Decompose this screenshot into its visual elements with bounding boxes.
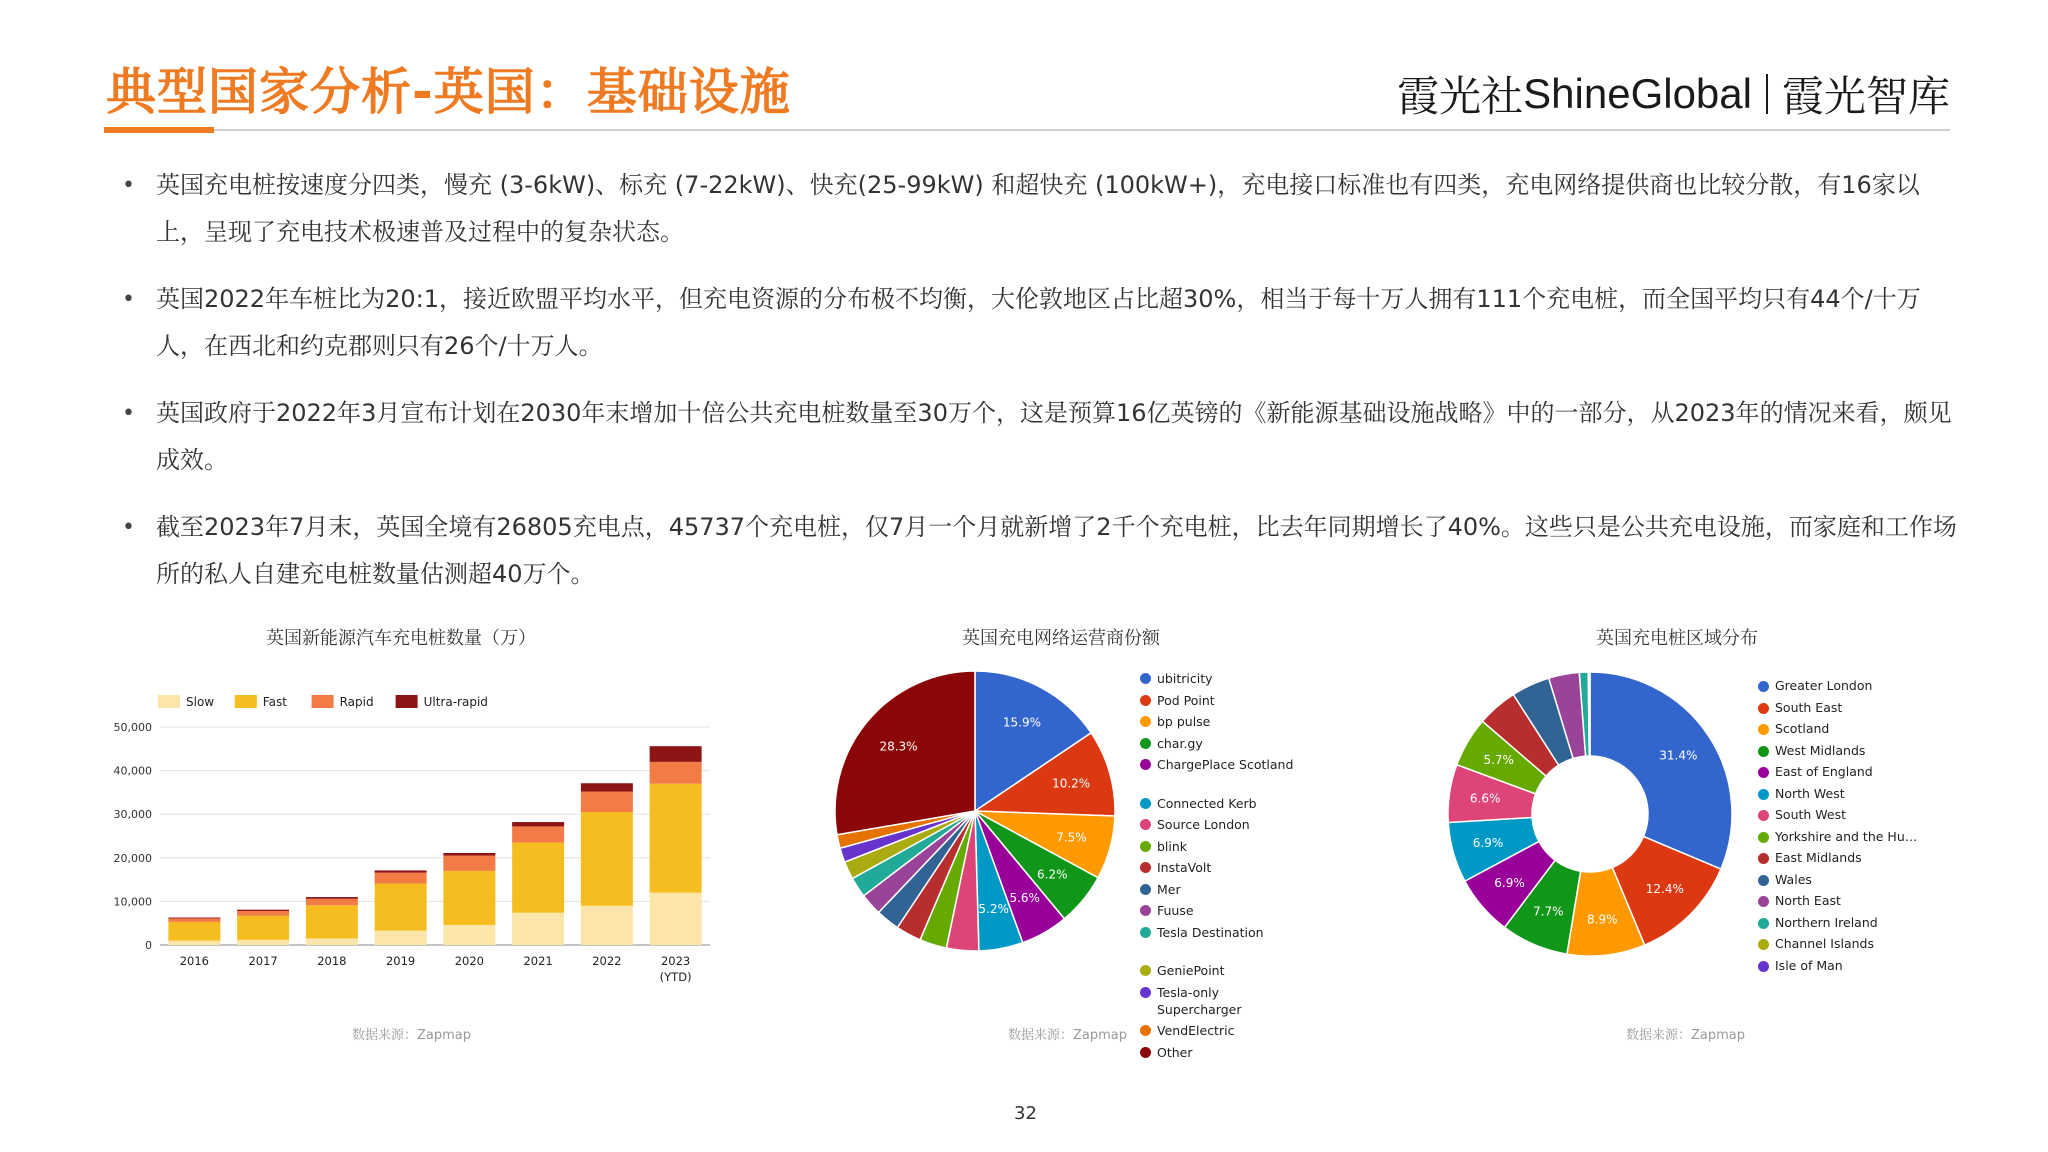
legend-item [1140,670,1297,687]
legend-item [1140,692,1297,709]
legend-dot-icon [1758,961,1769,972]
bullet-dot-icon: • [122,287,135,312]
legend-item [1758,721,1829,736]
bar-segment [443,871,495,925]
bar-segment [443,856,495,871]
bar-segment [168,941,220,945]
bar-segment [375,931,427,945]
bar-segment [237,910,289,911]
bullet-item [118,390,1958,484]
legend-item [1758,786,1845,801]
bullet-text: 英国政府于2022年3月宣布计划在2030年末增加十倍公共充电桩数量至30万个，这是预算16亿英镑的《新能源基础设施战略》中的一部分，从2023年的情况来看，颇见成效。 [156,399,1952,474]
legend-dot-icon [1140,716,1151,727]
brand-logo [1397,64,1950,124]
bar-segment [375,873,427,884]
legend-dot-icon [1140,927,1151,938]
legend-label: Scotland [1775,721,1830,736]
bar-segment [375,870,427,872]
bar-segment [306,897,358,899]
legend-item [1140,902,1297,919]
x-tick-label: 2018 [317,954,347,968]
legend-item [1140,924,1297,941]
legend-item [1758,915,1878,930]
legend-dot-icon [1140,1047,1151,1058]
pie-chart-source: 数据来源：Zapmap [1008,1028,1128,1043]
legend-dot-icon [1140,884,1151,895]
legend-label: Tesla-only Supercharger [1157,984,1242,1017]
legend-dot-icon [1140,798,1151,809]
legend-swatch [396,695,418,708]
bullet-list [118,162,1958,618]
legend-label: Greater London [1775,678,1873,693]
legend-label: East Midlands [1775,850,1862,865]
brand-en: ShineGlobal [1523,70,1752,117]
legend-dot-icon [1758,681,1769,692]
legend-label: bp pulse [1157,714,1211,729]
legend-label: Other [1157,1044,1193,1060]
legend-item [1140,795,1297,812]
legend-dot-icon [1758,746,1769,757]
legend-item [1140,816,1297,833]
brand-separator [1766,74,1768,114]
bar-segment [168,918,220,919]
legend-dot-icon [1758,703,1769,714]
brand-cn: 霞光社 [1397,72,1524,121]
legend-dot-icon [1758,810,1769,821]
bar-segment [306,899,358,906]
slice-label: 6.9% [1472,835,1504,850]
bar-segment [168,918,220,921]
legend-dot-icon [1758,875,1769,886]
bar-chart [100,680,720,1010]
legend-dot-icon [1140,841,1151,852]
bullet-dot-icon: • [122,173,135,198]
legend-dot-icon [1140,695,1151,706]
legend-dot-icon [1140,759,1151,770]
y-tick-label: 40,000 [113,764,152,778]
bar-chart-source: 数据来源：Zapmap [352,1028,472,1043]
legend-label: Rapid [339,695,374,709]
bar-segment [237,940,289,945]
slice-label: 7.5% [1056,830,1087,845]
legend-label: Ultra-rapid [423,695,488,709]
bar-segment [512,822,564,826]
legend-label: char.gy [1157,735,1203,751]
x-tick-sublabel: (YTD) [659,970,692,984]
legend-label: Tesla Destination [1157,924,1264,940]
legend-label: InstaVolt [1157,860,1212,875]
x-tick-label: 2020 [454,954,485,968]
legend-dot-icon [1140,1025,1151,1036]
legend-item [1140,859,1297,876]
page-title: 典型国家分析-英国：基础设施 [106,63,791,121]
legend-item [1758,936,1874,951]
legend-item [1140,881,1297,898]
x-tick-label: 2016 [179,954,210,968]
bullet-item [118,162,1958,256]
legend-dot-icon [1758,789,1769,800]
legend-item [1758,829,1917,844]
legend-label: Yorkshire and the Hu… [1775,828,1918,844]
legend-item [1758,764,1873,779]
slice-label: 6.9% [1494,875,1525,890]
legend-label: Source London [1157,817,1250,832]
y-tick-label: 30,000 [113,808,152,822]
bar-segment [512,843,564,913]
legend-item [1140,735,1297,752]
legend-dot-icon [1140,819,1151,830]
slice-label: 6.6% [1469,791,1501,806]
legend-swatch [312,695,334,708]
bar-segment [443,925,495,945]
bar-segment [581,792,633,812]
legend-dot-icon [1758,939,1769,950]
legend-item [1140,838,1297,855]
bar-segment [581,783,633,791]
legend-label: Fast [262,695,287,709]
legend-item [1140,756,1297,773]
bar-segment [650,893,702,945]
operator-pie-chart [825,664,1125,964]
donut-chart-title: 英国充电桩区域分布 [1596,628,1758,649]
legend-label: East of England [1775,764,1873,779]
bullet-dot-icon: • [122,401,135,426]
legend-swatch [158,695,180,708]
legend-item [1758,743,1865,758]
header-divider [104,129,1950,131]
legend-dot-icon [1140,905,1151,916]
bar-segment [237,911,289,916]
bar-segment [650,746,702,762]
legend-label: North East [1775,893,1841,908]
legend-item [1140,713,1297,730]
legend-dot-icon [1140,965,1151,976]
legend-swatch [235,695,257,708]
pie-slice [1589,672,1590,756]
legend-label: Connected Kerb [1157,795,1257,811]
legend-item [1758,958,1843,973]
legend-label: Slow [186,695,215,709]
slice-label: 28.3% [879,739,918,754]
legend-label: South West [1775,807,1847,822]
slice-label: 12.4% [1645,882,1684,897]
legend-label: Fuuse [1157,903,1194,918]
legend-item [1140,984,1297,1018]
bar-segment [306,938,358,945]
legend-item [1758,807,1846,822]
legend-item [1758,893,1841,908]
bar-segment [375,884,427,931]
bar-segment [168,922,220,941]
legend-item [1140,1044,1297,1061]
legend-dot-icon [1758,724,1769,735]
slice-label: 6.2% [1037,867,1068,882]
bar-chart-title: 英国新能源汽车充电桩数量（万） [266,628,536,649]
legend-label: GeniePoint [1157,963,1225,978]
donut-chart-source: 数据来源：Zapmap [1626,1028,1746,1043]
region-donut-chart [1440,664,1740,964]
legend-label: North West [1775,785,1845,801]
bar-segment [581,812,633,906]
legend-dot-icon [1758,767,1769,778]
slice-label: 5.7% [1483,753,1514,768]
legend-label: Isle of Man [1775,957,1843,973]
legend-dot-icon [1758,918,1769,929]
legend-dot-icon [1140,738,1151,749]
legend-item [1758,700,1842,715]
y-tick-label: 20,000 [113,851,152,865]
bar-segment [650,784,702,893]
bar-segment [650,762,702,784]
slice-label: 31.4% [1659,748,1698,763]
bar-segment [512,826,564,842]
bar-segment [512,913,564,945]
brand-cn2: 霞光智库 [1781,72,1950,121]
bullet-item [118,276,1958,370]
y-tick-label: 10,000 [113,895,152,909]
slice-label: 8.9% [1587,912,1618,927]
x-tick-label: 2023 [660,954,691,968]
bar-segment [237,916,289,940]
slice-label: 7.7% [1533,904,1564,919]
bar-segment [306,905,358,938]
bullet-text: 英国2022年车桩比为20:1，接近欧盟平均水平，但充电资源的分布极不均衡，大伦敦地区占比超30%，相当于每十万人拥有111个充电桩，而全国平均只有44个/十万人，在西北和约克郡则只有26个/十万人。 [156,285,1921,360]
legend-label: Pod Point [1157,692,1215,708]
bar-segment [443,853,495,856]
legend-label: Northern Ireland [1775,914,1878,930]
slice-label: 10.2% [1052,776,1091,791]
bullet-text: 英国充电桩按速度分四类，慢充 (3-6kW)、标充 (7-22kW)、快充(25-99kW) 和超快充 (100kW+)，充电接口标准也有四类，充电网络提供商也比较分散，有16家以上，呈现了充电技术极速普及过程中的复杂状态。 [156,171,1920,246]
legend-label: West Midlands [1775,742,1866,758]
page-number: 32 [1014,1103,1037,1124]
legend-dot-icon [1758,832,1769,843]
legend-label: Wales [1775,871,1812,887]
bullet-item [118,504,1958,598]
legend-label: ChargePlace Scotland [1157,757,1294,772]
legend-dot-icon [1140,862,1151,873]
x-tick-label: 2019 [385,954,416,968]
bullet-text: 截至2023年7月末，英国全境有26805充电点，45737个充电桩，仅7月一个月就新增了2千个充电桩，比去年同期增长了40%。这些只是公共充电设施，而家庭和工作场所的私人自建充电桩数量估测超40万个。 [156,513,1957,588]
pie-chart-title: 英国充电网络运营商份额 [962,628,1160,649]
legend-item [1758,850,1862,865]
slice-label: 5.2% [978,902,1009,917]
pie-slice [1590,672,1732,869]
slice-label: 15.9% [1002,715,1042,730]
y-tick-label: 50,000 [113,721,152,734]
legend-label: Mer [1157,881,1181,897]
x-tick-label: 2017 [248,954,278,968]
legend-label: South East [1775,699,1843,715]
title-accent-underline [104,127,214,133]
y-tick-label: 0 [145,939,152,952]
legend-dot-icon [1758,853,1769,864]
legend-item [1758,678,1872,693]
legend-item [1758,872,1812,887]
legend-label: blink [1157,838,1188,854]
bar-segment [581,906,633,945]
x-tick-label: 2021 [523,954,553,968]
x-tick-label: 2022 [592,954,622,968]
legend-label: Channel Islands [1775,936,1874,951]
bullet-dot-icon: • [122,515,135,540]
legend-dot-icon [1140,987,1151,998]
legend-dot-icon [1758,896,1769,907]
legend-dot-icon [1140,673,1151,684]
slice-label: 5.6% [1009,890,1040,905]
legend-label: ubitricity [1157,671,1213,686]
legend-item [1140,1022,1297,1039]
legend-item [1140,962,1297,979]
legend-label: VendElectric [1157,1023,1235,1038]
